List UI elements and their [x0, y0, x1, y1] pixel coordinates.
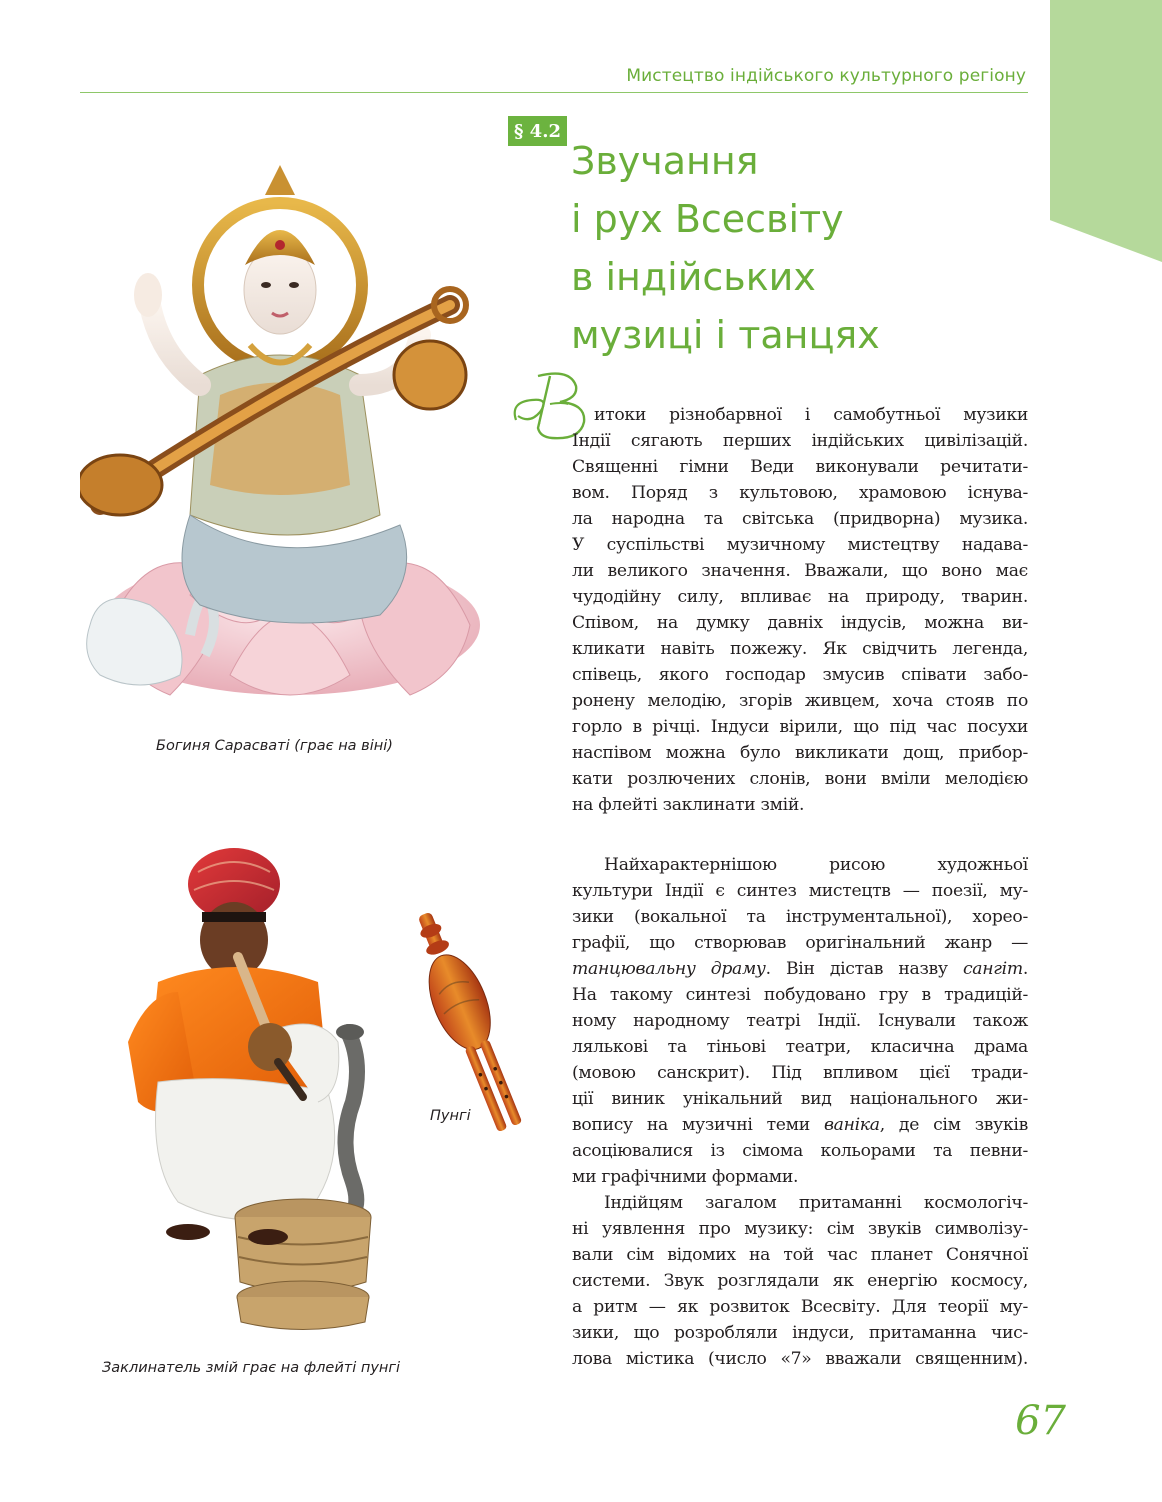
text-line: Співом, на думку давніх індусів, можна ви-	[572, 613, 1028, 633]
text-line: асоціювалися із сімома кольорами та певни-	[572, 1141, 1028, 1161]
text-line: системи. Звук розглядали як енергію космосу,	[572, 1271, 1028, 1291]
text-fragment: . Він дістав назву	[765, 959, 963, 979]
section-badge: § 4.2	[508, 116, 567, 146]
chapter-title	[571, 132, 1011, 364]
text-line: вом. Поряд з культовою, храмовою існува-	[572, 483, 1028, 503]
header-divider	[80, 92, 1028, 93]
text-line	[572, 1112, 1028, 1138]
text-line: ному народному театрі Індії. Існували також	[572, 1011, 1028, 1031]
text-line: кати розлючених слонів, вони вміли мелодією	[572, 769, 1028, 789]
paragraph-cosmology	[572, 1190, 1028, 1372]
text-line: Індії сягають перших індійських цивілізацій.	[572, 431, 1028, 451]
paragraph-origins	[572, 402, 1028, 818]
chapter-corner-tab	[1050, 0, 1162, 262]
term-vanika: ваніка	[823, 1115, 880, 1135]
drop-cap-letter: В	[540, 424, 541, 425]
text-line: зики, що розробляли індуси, притаманна чис-	[572, 1323, 1028, 1343]
title-line: Звучання	[571, 139, 759, 183]
text-line: горло в річці. Індуси вірили, що під час посухи	[572, 717, 1028, 737]
term-sangit: сангіт	[962, 959, 1023, 979]
text-line: Священні гімни Веди виконували речитати-	[572, 457, 1028, 477]
running-header: Мистецтво індійського культурного регіону	[626, 66, 1026, 86]
text-line: графії, що створював оригінальний жанр —	[572, 933, 1028, 953]
saraswati-caption: Богиня Сарасваті (грає на віні)	[156, 738, 393, 754]
snake-charmer-caption: Заклинатель змій грає на флейті пунгі	[102, 1360, 401, 1376]
title-line: музиці і танцях	[571, 313, 880, 357]
text-line: итоки різнобарвної і самобутньої музики	[594, 405, 1028, 425]
text-line: культури Індії є синтез мистецтв — поезії, му-	[572, 881, 1028, 901]
text-fragment: , де сім звуків	[879, 1115, 1028, 1135]
term-dance-drama: танцювальну драму	[572, 959, 766, 979]
text-fragment: .	[1022, 959, 1028, 979]
title-line: в індійських	[571, 255, 816, 299]
text-line: ми графічними формами.	[572, 1167, 799, 1187]
text-line: ронену мелодію, згорів живцем, хоча стояв по	[572, 691, 1028, 711]
text-line: (мовою санскрит). Під впливом цієї тради-	[572, 1063, 1028, 1083]
page-number: 67	[1015, 1398, 1066, 1444]
text-line: На такому синтезі побудовано гру в традицій-	[572, 985, 1028, 1005]
text-line: Найхарактернішою рисою художньої	[604, 855, 1028, 875]
text-line: ла народна та світська (придворна) музика.	[572, 509, 1028, 529]
text-line	[572, 956, 1028, 982]
text-line: ні уявлення про музику: сім звуків символізу-	[572, 1219, 1028, 1239]
text-line: на флейті заклинати змій.	[572, 795, 805, 815]
paragraph-sangit	[572, 852, 1028, 1190]
text-line: У суспільстві музичному мистецтву надава-	[572, 535, 1028, 555]
text-line: вали сім відомих на той час планет Сонячної	[572, 1245, 1028, 1265]
snake-charmer-image	[118, 842, 388, 1332]
text-line: лова містика (число «7» вважали священним).	[572, 1349, 1028, 1369]
text-line: лялькові та тіньові театри, класична драма	[572, 1037, 1028, 1057]
text-line: ли великого значення. Вважали, що воно має	[572, 561, 1028, 581]
text-line: чудодійну силу, впливає на природу, тварин.	[572, 587, 1028, 607]
text-line: кликати навіть пожежу. Як свідчить легенда,	[572, 639, 1028, 659]
text-line: наспівом можна було викликати дощ, прибор-	[572, 743, 1028, 763]
text-line: ції виник унікальний вид національного жи-	[572, 1089, 1028, 1109]
saraswati-statue-image	[80, 155, 500, 715]
text-line: зики (вокальної та інструментальної), хорео-	[572, 907, 1028, 927]
title-line: і рух Всесвіту	[571, 197, 844, 241]
text-fragment: вопису на музичні теми	[572, 1115, 824, 1135]
text-line: а ритм — як розвиток Всесвіту. Для теорії му-	[572, 1297, 1028, 1317]
pungi-caption: Пунгі	[430, 1108, 471, 1124]
text-line: Індійцям загалом притаманні космологіч-	[604, 1193, 1028, 1213]
text-line: співець, якого господар змусив співати забо-	[572, 665, 1028, 685]
